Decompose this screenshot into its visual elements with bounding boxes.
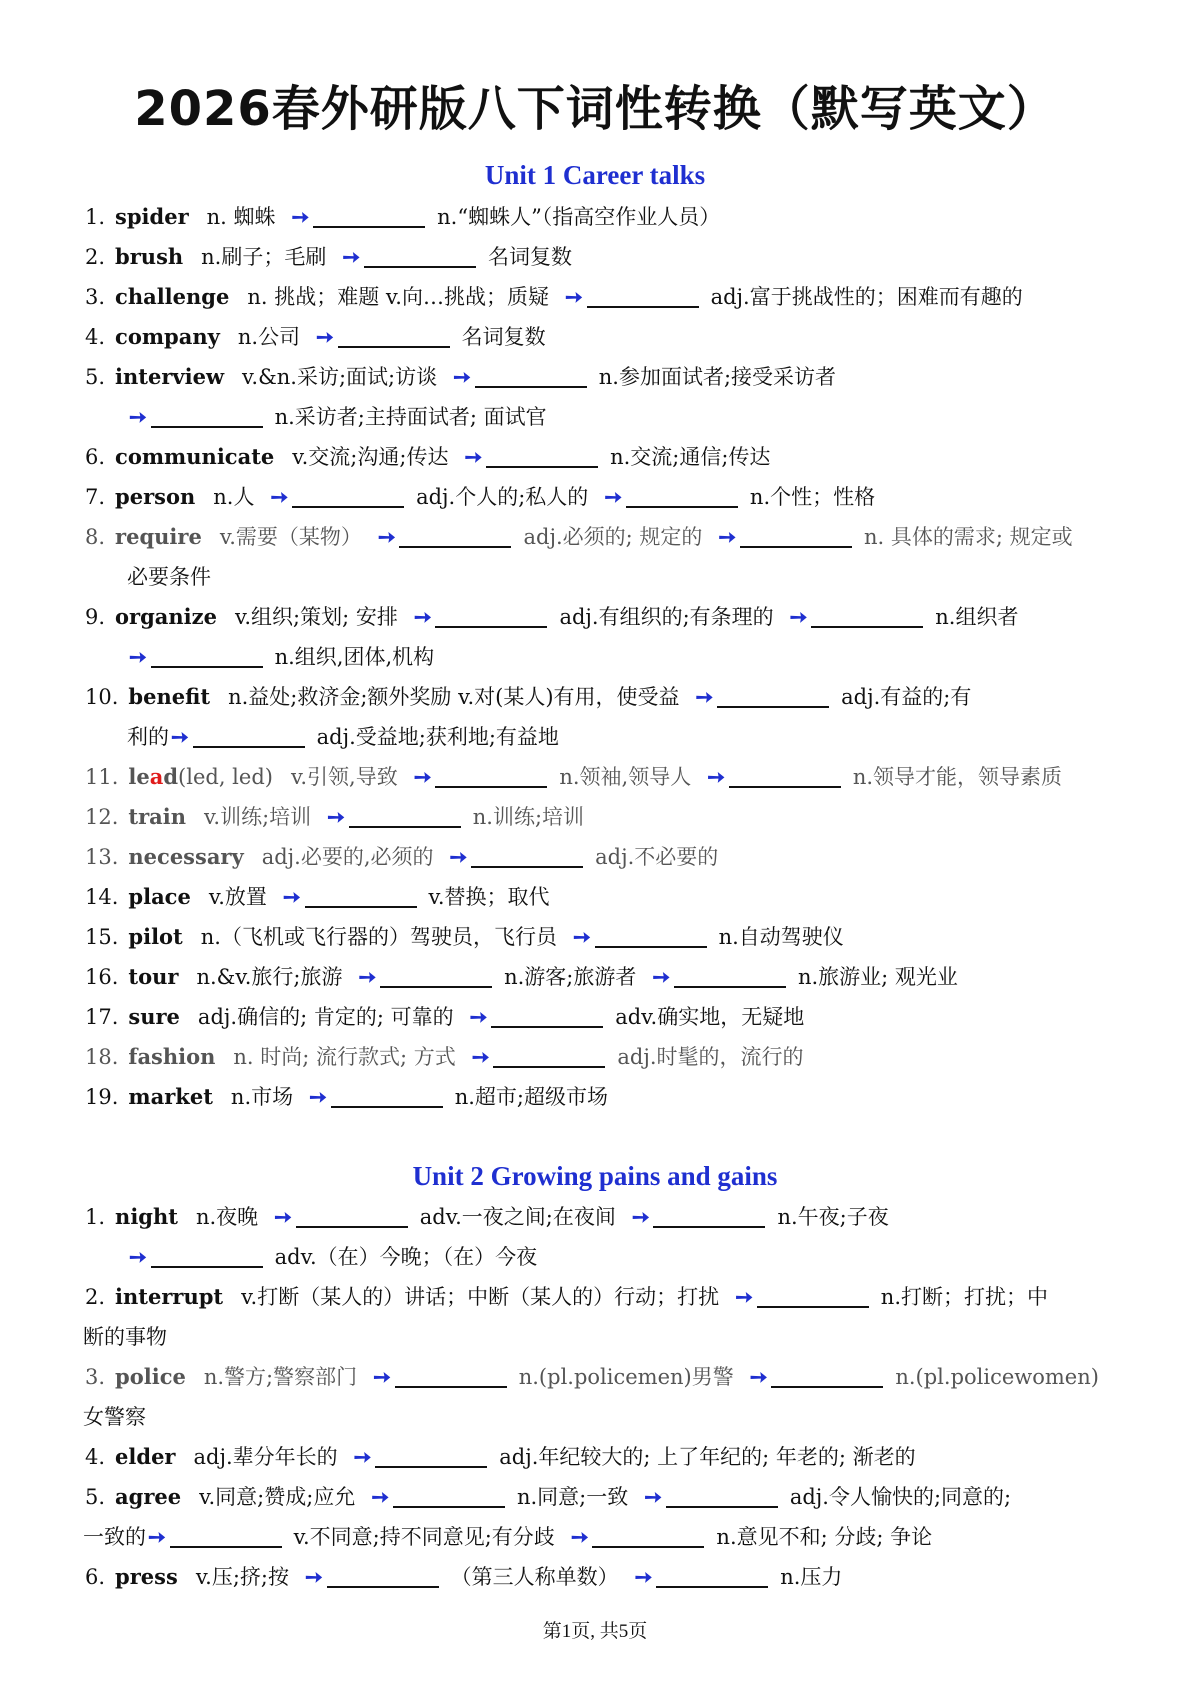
answer-blank[interactable] <box>395 1360 507 1388</box>
definition-text: n.领导才能，领导素质 <box>852 765 1063 789</box>
headword: person <box>115 484 196 509</box>
definition-text: v.同意;赞成;应允 <box>199 1485 356 1509</box>
answer-blank[interactable] <box>170 1520 282 1548</box>
arrow-icon: ➙ <box>270 484 289 509</box>
arrow-icon: ➙ <box>471 1044 490 1069</box>
item-number: 6. <box>85 445 106 469</box>
headword: interview <box>115 364 225 389</box>
answer-blank[interactable] <box>666 1480 778 1508</box>
definition-text: 名词复数 <box>487 245 572 269</box>
definition-text: n.交流;通信;传达 <box>610 445 771 469</box>
definition-text: adv.确实地，无疑地 <box>615 1005 805 1029</box>
arrow-icon: ➙ <box>464 444 483 469</box>
arrow-icon: ➙ <box>564 284 583 309</box>
definition-text: n.压力 <box>780 1565 843 1589</box>
headword: sure <box>128 1004 180 1029</box>
headword: press <box>115 1564 178 1589</box>
definition-text: n.刷子；毛刷 <box>201 245 327 269</box>
definition-text: adj.有益的;有 <box>841 685 972 709</box>
arrow-icon: ➙ <box>718 524 736 549</box>
answer-blank[interactable] <box>475 360 587 388</box>
item-number: 7. <box>85 485 106 509</box>
item-number: 11. <box>85 765 119 789</box>
answer-blank[interactable] <box>349 800 461 828</box>
definition-text: adj.有组织的;有条理的 <box>559 605 774 629</box>
arrow-icon: ➙ <box>274 1204 292 1229</box>
definition-text: v.打断（某人的）讲话；中断（某人的）行动；打扰 <box>241 1285 720 1309</box>
definition-text: 断的事物 <box>83 1325 167 1349</box>
answer-blank[interactable] <box>375 1440 487 1468</box>
definition-text: n.公司 <box>237 325 301 349</box>
definition-text: n.自动驾驶仪 <box>718 925 844 949</box>
definition-text: （第三人称单数） <box>450 1565 619 1589</box>
page-footer: 第1页, 共5页 <box>542 1621 648 1642</box>
definition-text: n.“蜘蛛人”（指高空作业人员） <box>437 205 721 229</box>
arrow-icon: ➙ <box>309 1084 327 1109</box>
headword: police <box>115 1364 186 1389</box>
headword: organize <box>115 604 217 629</box>
unit2-heading: Unit 2 Growing pains and gains <box>412 1161 778 1191</box>
answer-blank[interactable] <box>364 240 476 268</box>
arrow-icon: ➙ <box>129 404 147 429</box>
definition-text: v.需要（某物） <box>219 525 362 549</box>
item-number: 18. <box>85 1045 119 1069</box>
list-item-continued <box>83 1317 1125 1357</box>
answer-blank[interactable] <box>380 960 492 988</box>
list-item <box>85 877 1125 917</box>
headword: place <box>128 884 191 909</box>
list-item <box>85 797 1125 837</box>
definition-text: n.训练;培训 <box>472 805 585 829</box>
item-number: 19. <box>85 1085 119 1109</box>
item-number: 13. <box>85 845 119 869</box>
definition-text: v.&n.采访;面试;访谈 <box>242 365 438 389</box>
arrow-icon: ➙ <box>291 204 310 229</box>
definition-text: v.引领,导致 <box>290 765 398 789</box>
headword: interrupt <box>115 1284 224 1309</box>
headword-highlight: a <box>149 764 164 789</box>
headword: fashion <box>128 1044 216 1069</box>
headword: market <box>128 1084 213 1109</box>
list-item <box>85 957 1125 997</box>
list-item <box>85 997 1125 1037</box>
definition-text: n.午夜;子夜 <box>777 1205 889 1229</box>
item-number: 10. <box>85 685 119 709</box>
list-item <box>85 1277 1125 1317</box>
headword: brush <box>115 244 184 269</box>
headword: elder <box>115 1444 176 1469</box>
headword: spider <box>115 204 189 229</box>
definition-text: n.个性；性格 <box>749 485 876 509</box>
definition-text: n.(pl.policewomen) <box>895 1365 1099 1389</box>
headword: necessary <box>128 844 244 869</box>
arrow-icon: ➙ <box>358 964 377 989</box>
definition-text: adj.时髦的，流行的 <box>617 1045 804 1069</box>
arrow-icon: ➙ <box>413 604 432 629</box>
list-item <box>85 837 1125 877</box>
list-item <box>85 437 1125 477</box>
definition-text: v.压;挤;按 <box>195 1565 290 1589</box>
definition-text: n.采访者;主持面试者; 面试官 <box>274 405 547 429</box>
answer-blank[interactable] <box>717 680 829 708</box>
definition-text: v.替换；取代 <box>428 885 550 909</box>
headword: company <box>115 324 220 349</box>
answer-blank[interactable] <box>327 1560 439 1588</box>
definition-text: n.超市;超级市场 <box>454 1085 609 1109</box>
definition-text: adj.必须的; 规定的 <box>523 525 703 549</box>
item-number: 5. <box>85 1485 106 1509</box>
definition-text: 利的 <box>127 725 169 749</box>
definition-text: adj.确信的; 肯定的; 可靠的 <box>197 1005 454 1029</box>
definition-text: 女警察 <box>83 1405 146 1429</box>
answer-blank[interactable] <box>313 200 425 228</box>
arrow-icon: ➙ <box>453 364 471 389</box>
definition-text: adj.必要的,必须的 <box>261 845 434 869</box>
answer-blank[interactable] <box>193 720 305 748</box>
arrow-icon: ➙ <box>316 324 334 349</box>
definition-text: n.组织,团体,机构 <box>274 645 435 669</box>
list-item-continued <box>85 637 1125 677</box>
list-item <box>85 477 1125 517</box>
list-item <box>85 597 1125 637</box>
definition-text: n. 蜘蛛 <box>206 205 276 229</box>
arrow-icon: ➙ <box>327 804 345 829</box>
unit1-heading: Unit 1 Career talks <box>484 160 706 190</box>
arrow-icon: ➙ <box>644 1484 662 1509</box>
list-item <box>85 1357 1125 1397</box>
unit1-word-list <box>85 197 1125 1117</box>
headword <box>128 764 273 789</box>
definition-text: n.夜晚 <box>195 1205 259 1229</box>
definition-text: adj.令人愉快的;同意的; <box>789 1485 1012 1509</box>
item-number: 5. <box>85 365 106 389</box>
arrow-icon: ➙ <box>342 244 360 269</box>
definition-text: adv.（在）今晚；（在）今夜 <box>274 1245 538 1269</box>
answer-blank[interactable] <box>493 1040 605 1068</box>
item-number: 9. <box>85 605 106 629</box>
answer-blank[interactable] <box>595 920 707 948</box>
definition-text: adj.受益地;获利地;有益地 <box>316 725 559 749</box>
headword: require <box>115 524 202 549</box>
answer-blank[interactable] <box>151 400 263 428</box>
answer-blank[interactable] <box>151 1240 263 1268</box>
definition-text: n.游客;旅游者 <box>504 965 637 989</box>
item-number: 1. <box>85 1205 106 1229</box>
arrow-icon: ➙ <box>413 764 432 789</box>
definition-text: n.意见不和; 分歧; 争论 <box>716 1525 933 1549</box>
definition-text: v.交流;沟通;传达 <box>292 445 449 469</box>
item-number: 3. <box>85 285 106 309</box>
definition-text: adj.富于挑战性的；困难而有趣的 <box>710 285 1023 309</box>
arrow-icon: ➙ <box>652 964 670 989</box>
arrow-icon: ➙ <box>789 604 808 629</box>
answer-blank[interactable] <box>435 760 547 788</box>
answer-blank[interactable] <box>592 1520 704 1548</box>
answer-blank[interactable] <box>757 1280 869 1308</box>
arrow-icon: ➙ <box>631 1204 650 1229</box>
list-item <box>85 757 1125 797</box>
arrow-icon: ➙ <box>749 1364 768 1389</box>
list-item-continued <box>83 1517 1125 1557</box>
list-item <box>85 1477 1125 1517</box>
definition-text: v.训练;培训 <box>204 805 312 829</box>
definition-text: n. 具体的需求; 规定或 <box>864 525 1073 549</box>
headword: train <box>128 804 187 829</box>
definition-text: n.&v.旅行;旅游 <box>196 965 343 989</box>
list-item-continued <box>83 1397 1125 1437</box>
arrow-icon: ➙ <box>282 884 301 909</box>
definition-text: n.人 <box>213 485 255 509</box>
list-item <box>85 1077 1125 1117</box>
arrow-icon: ➙ <box>735 1284 753 1309</box>
answer-blank[interactable] <box>331 1080 443 1108</box>
headword: communicate <box>115 444 275 469</box>
unit2-word-list <box>85 1197 1125 1597</box>
definition-text: n.打断；打扰；中 <box>880 1285 1048 1309</box>
answer-blank[interactable] <box>626 480 738 508</box>
headword: pilot <box>128 924 183 949</box>
list-item <box>85 237 1125 277</box>
answer-blank[interactable] <box>653 1200 765 1228</box>
list-item <box>85 197 1125 237</box>
item-number: 17. <box>85 1005 119 1029</box>
arrow-icon: ➙ <box>377 524 396 549</box>
definition-text: v.不同意;持不同意见;有分歧 <box>293 1525 555 1549</box>
list-item <box>85 517 1125 557</box>
item-number: 4. <box>85 325 106 349</box>
definition-text: n.组织者 <box>935 605 1019 629</box>
list-item <box>85 1197 1125 1237</box>
answer-blank[interactable] <box>740 520 852 548</box>
list-item <box>85 357 1125 397</box>
arrow-icon: ➙ <box>373 1364 391 1389</box>
arrow-icon: ➙ <box>129 1244 147 1269</box>
definition-text: n.旅游业; 观光业 <box>797 965 958 989</box>
definition-text: n. 挑战；难题 v.向…挑战；质疑 <box>247 285 549 309</box>
list-item-continued <box>85 397 1125 437</box>
definition-text: 一致的 <box>83 1525 146 1549</box>
answer-blank[interactable] <box>338 320 450 348</box>
arrow-icon: ➙ <box>604 484 622 509</box>
item-number: 8. <box>85 525 106 549</box>
definition-text: n. 时尚; 流行款式; 方式 <box>233 1045 456 1069</box>
definition-text: v.组织;策划; 安排 <box>234 605 398 629</box>
answer-blank[interactable] <box>729 760 841 788</box>
definition-text: adj.个人的;私人的 <box>416 485 589 509</box>
headword: agree <box>115 1484 182 1509</box>
arrow-icon: ➙ <box>353 1444 372 1469</box>
definition-text: adj.辈分年长的 <box>193 1445 338 1469</box>
item-number: 12. <box>85 805 119 829</box>
answer-blank[interactable] <box>151 640 263 668</box>
arrow-icon: ➙ <box>371 1484 389 1509</box>
headword-part: le <box>128 764 150 789</box>
item-number: 6. <box>85 1565 106 1589</box>
definition-text: adj.不必要的 <box>595 845 719 869</box>
arrow-icon: ➙ <box>695 684 714 709</box>
answer-blank[interactable] <box>811 600 923 628</box>
item-number: 3. <box>85 1365 106 1389</box>
list-item <box>85 917 1125 957</box>
list-item <box>85 1557 1125 1597</box>
definition-text: n.(pl.policemen)男警 <box>518 1365 734 1389</box>
definition-text: 必要条件 <box>127 565 211 589</box>
arrow-icon: ➙ <box>469 1004 488 1029</box>
definition-text: n.市场 <box>230 1085 294 1109</box>
list-item-continued <box>85 717 1125 757</box>
definition-text: n.领袖,领导人 <box>559 765 692 789</box>
headword: challenge <box>115 284 230 309</box>
headword: tour <box>128 964 179 989</box>
answer-blank[interactable] <box>399 520 511 548</box>
page-title: 2026春外研版八下词性转换（默写英文） <box>134 81 1056 137</box>
definition-text: n.（飞机或飞行器的）驾驶员，飞行员 <box>200 925 557 949</box>
answer-blank[interactable] <box>305 880 417 908</box>
arrow-icon: ➙ <box>572 924 591 949</box>
definition-text: n.同意;一致 <box>516 1485 629 1509</box>
list-item <box>85 317 1125 357</box>
definition-text: n.参加面试者;接受采访者 <box>598 365 837 389</box>
arrow-icon: ➙ <box>707 764 725 789</box>
list-item <box>85 277 1125 317</box>
arrow-icon: ➙ <box>171 724 189 749</box>
definition-text: adj.年纪较大的; 上了年纪的; 年老的; 渐老的 <box>499 1445 916 1469</box>
answer-blank[interactable] <box>587 280 699 308</box>
definition-text: n.益处;救济金;额外奖励 v.对(某人)有用，使受益 <box>228 685 680 709</box>
item-number: 1. <box>85 205 106 229</box>
arrow-icon: ➙ <box>570 1524 589 1549</box>
list-item-continued <box>85 557 1125 597</box>
answer-blank[interactable] <box>674 960 786 988</box>
answer-blank[interactable] <box>292 480 404 508</box>
headword-part: d <box>163 764 179 789</box>
definition-text: 名词复数 <box>461 325 546 349</box>
arrow-icon: ➙ <box>305 1564 323 1589</box>
arrow-icon: ➙ <box>148 1524 166 1549</box>
arrow-icon: ➙ <box>634 1564 653 1589</box>
list-item <box>85 677 1125 717</box>
list-item-continued <box>85 1237 1125 1277</box>
item-number: 4. <box>85 1445 106 1469</box>
headword-forms: (led, led) <box>178 765 273 789</box>
item-number: 2. <box>85 245 106 269</box>
headword: night <box>115 1204 178 1229</box>
answer-blank[interactable] <box>491 1000 603 1028</box>
item-number: 16. <box>85 965 119 989</box>
headword: benefit <box>128 684 211 709</box>
answer-blank[interactable] <box>435 600 547 628</box>
list-item <box>85 1037 1125 1077</box>
definition-text: n.警方;警察部门 <box>203 1365 358 1389</box>
answer-blank[interactable] <box>486 440 598 468</box>
definition-text: v.放置 <box>208 885 267 909</box>
item-number: 2. <box>85 1285 106 1309</box>
answer-blank[interactable] <box>393 1480 505 1508</box>
definition-text: adv.一夜之间;在夜间 <box>419 1205 616 1229</box>
item-number: 14. <box>85 885 119 909</box>
item-number: 15. <box>85 925 119 949</box>
answer-blank[interactable] <box>656 1560 768 1588</box>
arrow-icon: ➙ <box>129 644 147 669</box>
answer-blank[interactable] <box>471 840 583 868</box>
answer-blank[interactable] <box>771 1360 883 1388</box>
arrow-icon: ➙ <box>449 844 468 869</box>
list-item <box>85 1437 1125 1477</box>
answer-blank[interactable] <box>296 1200 408 1228</box>
